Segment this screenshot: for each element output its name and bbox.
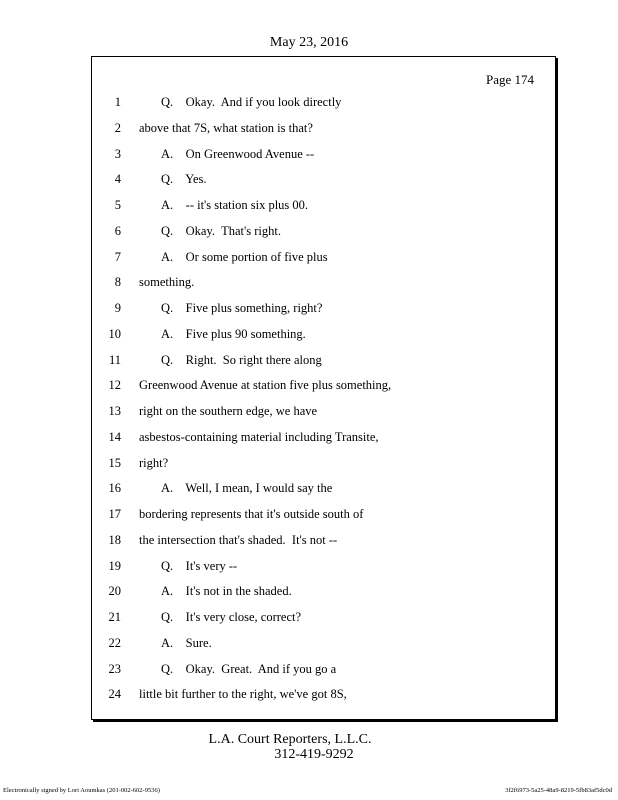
page-number: Page 174 [485, 72, 534, 87]
transcript-line [92, 121, 555, 139]
line-text: Q. Yes. [161, 172, 207, 187]
line-number: 8 [114, 275, 121, 290]
transcript-line [92, 404, 555, 422]
transcript-line [92, 250, 555, 268]
transcript-line [92, 636, 555, 654]
line-number: 6 [114, 223, 121, 238]
transcript-line [92, 430, 555, 448]
line-number: 20 [108, 584, 121, 599]
transcript-line [92, 584, 555, 602]
footer-phone: 312-419-9292 [274, 747, 354, 762]
line-number: 7 [114, 249, 121, 264]
electronic-signature-note: Electronically signed by Lori Aoumkas (201-002-602-9536) [3, 787, 160, 794]
transcript-line [92, 198, 555, 216]
line-text: Q. Okay. Great. And if you go a [161, 661, 337, 676]
line-number: 19 [108, 558, 121, 573]
line-text: Q. Okay. And if you look directly [161, 95, 342, 109]
transcript-line [92, 301, 555, 319]
transcript-line [92, 224, 555, 242]
transcript-line [92, 353, 555, 371]
line-number: 10 [108, 326, 121, 341]
line-text: Q. It's very -- [161, 558, 238, 573]
transcript-line [92, 507, 555, 525]
line-text: above that 7S, what station is that? [139, 120, 313, 135]
document-id: 3f2f6973-5a25-48a9-8219-5fb83af5dc0d [505, 787, 612, 794]
line-number: 18 [108, 532, 121, 547]
line-text: right? [139, 455, 169, 470]
line-text: A. Sure. [161, 635, 212, 650]
line-number: 21 [108, 610, 121, 624]
line-text: A. Well, I mean, I would say the [161, 481, 333, 496]
line-text: asbestos-containing material including Transite, [139, 429, 379, 444]
line-number: 11 [108, 352, 121, 367]
line-number: 5 [114, 198, 121, 212]
line-text: Q. Right. So right there along [161, 352, 322, 367]
line-number: 24 [108, 687, 121, 702]
line-text: Q. Five plus something, right? [161, 301, 323, 315]
line-number: 12 [108, 378, 121, 393]
line-text: A. -- it's station six plus 00. [161, 198, 309, 212]
transcript-line [92, 147, 555, 165]
line-number: 3 [114, 146, 121, 161]
transcript-line [92, 687, 555, 705]
line-text: A. Five plus 90 something. [161, 326, 306, 341]
transcript-line [92, 662, 555, 680]
transcript-line [92, 456, 555, 474]
line-text: little bit further to the right, we've got 8S, [139, 687, 347, 702]
transcript-line [92, 533, 555, 551]
line-text: Q. It's very close, correct? [161, 610, 302, 624]
line-number: 1 [114, 95, 121, 109]
line-text: A. It's not in the shaded. [161, 584, 292, 599]
line-number: 9 [114, 301, 121, 315]
line-number: 22 [108, 635, 121, 650]
transcript-line [92, 559, 555, 577]
line-number: 4 [114, 172, 121, 187]
line-number: 15 [108, 455, 121, 470]
line-text: Greenwood Avenue at station five plus something, [139, 378, 392, 393]
transcript-line [92, 481, 555, 499]
line-text: right on the southern edge, we have [139, 404, 318, 418]
line-number: 14 [108, 429, 121, 444]
transcript-line [92, 172, 555, 190]
line-text: the intersection that's shaded. It's not -- [139, 532, 338, 547]
transcript-line [92, 610, 555, 628]
line-number: 2 [114, 120, 121, 135]
transcript-line [92, 378, 555, 396]
line-text: bordering represents that it's outside south of [139, 507, 364, 521]
line-text: something. [139, 275, 195, 290]
line-text: Q. Okay. That's right. [161, 223, 281, 238]
transcript-line [92, 327, 555, 345]
line-text: A. On Greenwood Avenue -- [161, 146, 315, 161]
line-number: 16 [108, 481, 121, 496]
line-text: A. Or some portion of five plus [161, 249, 328, 264]
line-number: 23 [108, 661, 121, 676]
footer-firm-name: L.A. Court Reporters, L.L.C. [208, 732, 372, 747]
transcript-page [91, 56, 556, 720]
line-number: 17 [108, 507, 121, 521]
transcript-line [92, 275, 555, 293]
header-date: May 23, 2016 [269, 35, 349, 50]
transcript-line [92, 95, 555, 113]
line-number: 13 [108, 404, 121, 418]
